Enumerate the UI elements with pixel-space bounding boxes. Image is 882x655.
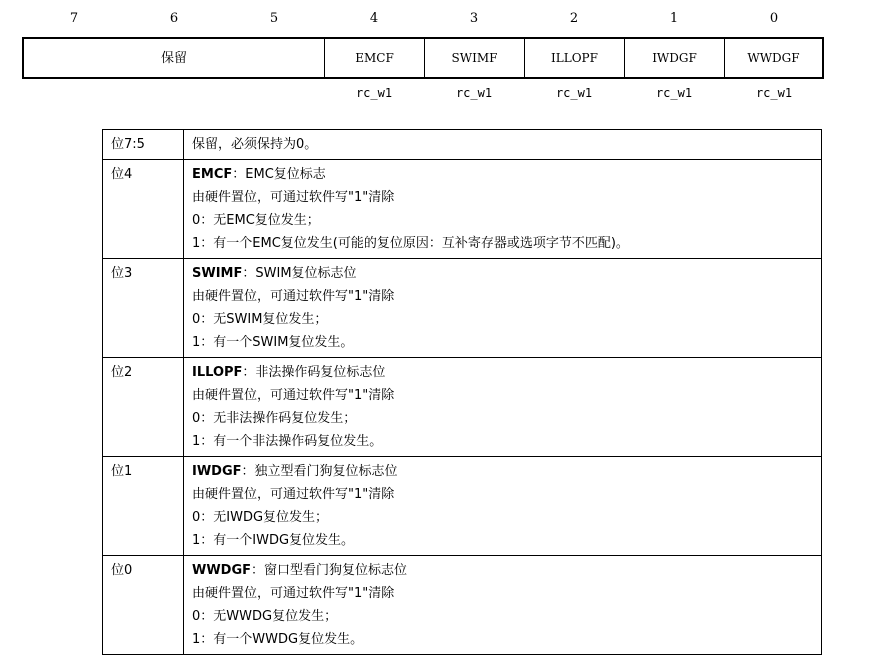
description-line: 1：有一个WWDG复位发生。: [192, 632, 364, 647]
field-name-separator: ：: [241, 464, 255, 479]
field-reserved: 保留: [160, 50, 187, 66]
bit-number-5: 5: [269, 11, 279, 26]
bit-cell: 位3: [103, 259, 184, 358]
description-cell: [184, 160, 822, 259]
field-title: SWIM复位标志位: [255, 266, 357, 281]
bit-number-6: 6: [169, 11, 179, 26]
field-wwdgf: WWDGF: [724, 39, 822, 77]
field-name-separator: ：: [251, 563, 265, 578]
bit-cell: 位1: [103, 457, 184, 556]
description-title-line: [192, 133, 813, 156]
field-name: ILLOPF: [192, 365, 243, 380]
field-name: EMCF: [192, 167, 233, 182]
description-cell: [184, 259, 822, 358]
description-line: 0：无非法操作码复位发生；: [192, 411, 357, 426]
field-title: 独立型看门狗复位标志位: [254, 464, 398, 479]
bit-number-2: 2: [569, 11, 579, 26]
table-row: [103, 130, 822, 160]
bit-number-3: 3: [469, 11, 479, 26]
bit-number-7: 7: [69, 11, 79, 26]
access-type-swimf: rc_w1: [455, 86, 493, 100]
description-line: 由硬件置位，可通过软件写"1"清除: [192, 586, 395, 601]
table-row: [103, 160, 822, 259]
bit-cell: 位0: [103, 556, 184, 655]
field-name-separator: ：: [232, 167, 246, 182]
field-title: 非法操作码复位标志位: [255, 365, 386, 380]
description-cell: [184, 556, 822, 655]
description-cell: [184, 457, 822, 556]
access-type-emcf: rc_w1: [355, 86, 393, 100]
table-row: [103, 259, 822, 358]
field-title: EMC复位标志: [245, 167, 326, 182]
description-title-line: [192, 163, 813, 186]
description-line: 由硬件置位，可通过软件写"1"清除: [192, 289, 395, 304]
table-row: [103, 457, 822, 556]
table-row: [103, 358, 822, 457]
field-name-separator: ：: [242, 365, 256, 380]
description-cell: [184, 130, 822, 160]
description-line: 由硬件置位，可通过软件写"1"清除: [192, 487, 395, 502]
bit-cell: 位7:5: [103, 130, 184, 160]
field-title: 窗口型看门狗复位标志位: [264, 563, 408, 578]
bit-number-0: 0: [769, 11, 779, 26]
description-line: 0：无IWDG复位发生；: [192, 510, 329, 525]
description-line: 1：有一个SWIM复位发生。: [192, 335, 354, 350]
description-cell: [184, 358, 822, 457]
description-line: 0：无EMC复位发生；: [192, 213, 320, 228]
bit-number-4: 4: [369, 11, 379, 26]
access-type-iwdgf: rc_w1: [655, 86, 693, 100]
register-field-box: [22, 37, 824, 79]
description-title-line: [192, 559, 813, 582]
description-line: 由硬件置位，可通过软件写"1"清除: [192, 190, 395, 205]
description-title-line: [192, 361, 813, 384]
description-line: 0：无WWDG复位发生；: [192, 609, 338, 624]
field-name: WWDGF: [192, 563, 252, 578]
field-name: SWIMF: [192, 266, 243, 281]
description-line: 由硬件置位，可通过软件写"1"清除: [192, 388, 395, 403]
description-title-line: [192, 460, 813, 483]
field-illopf: ILLOPF: [524, 39, 624, 77]
access-type-illopf: rc_w1: [555, 86, 593, 100]
table-row: [103, 556, 822, 655]
bit-description-table: [102, 129, 822, 655]
field-title: 保留，必须保持为0。: [192, 137, 318, 152]
field-swimf: SWIMF: [424, 39, 524, 77]
description-title-line: [192, 262, 813, 285]
field-name: IWDGF: [192, 464, 242, 479]
bit-cell: 位4: [103, 160, 184, 259]
access-type-wwdgf: rc_w1: [755, 86, 793, 100]
description-line: 1：有一个非法操作码复位发生。: [192, 434, 383, 449]
bit-cell: 位2: [103, 358, 184, 457]
field-emcf: EMCF: [324, 39, 424, 77]
description-line: 1：有一个EMC复位发生(可能的复位原因：互补寄存器或选项字节不匹配)。: [192, 236, 629, 251]
description-line: 0：无SWIM复位发生；: [192, 312, 328, 327]
bit-number-1: 1: [669, 11, 679, 26]
field-iwdgf: IWDGF: [624, 39, 724, 77]
field-name-separator: ：: [242, 266, 256, 281]
description-line: 1：有一个IWDG复位发生。: [192, 533, 355, 548]
